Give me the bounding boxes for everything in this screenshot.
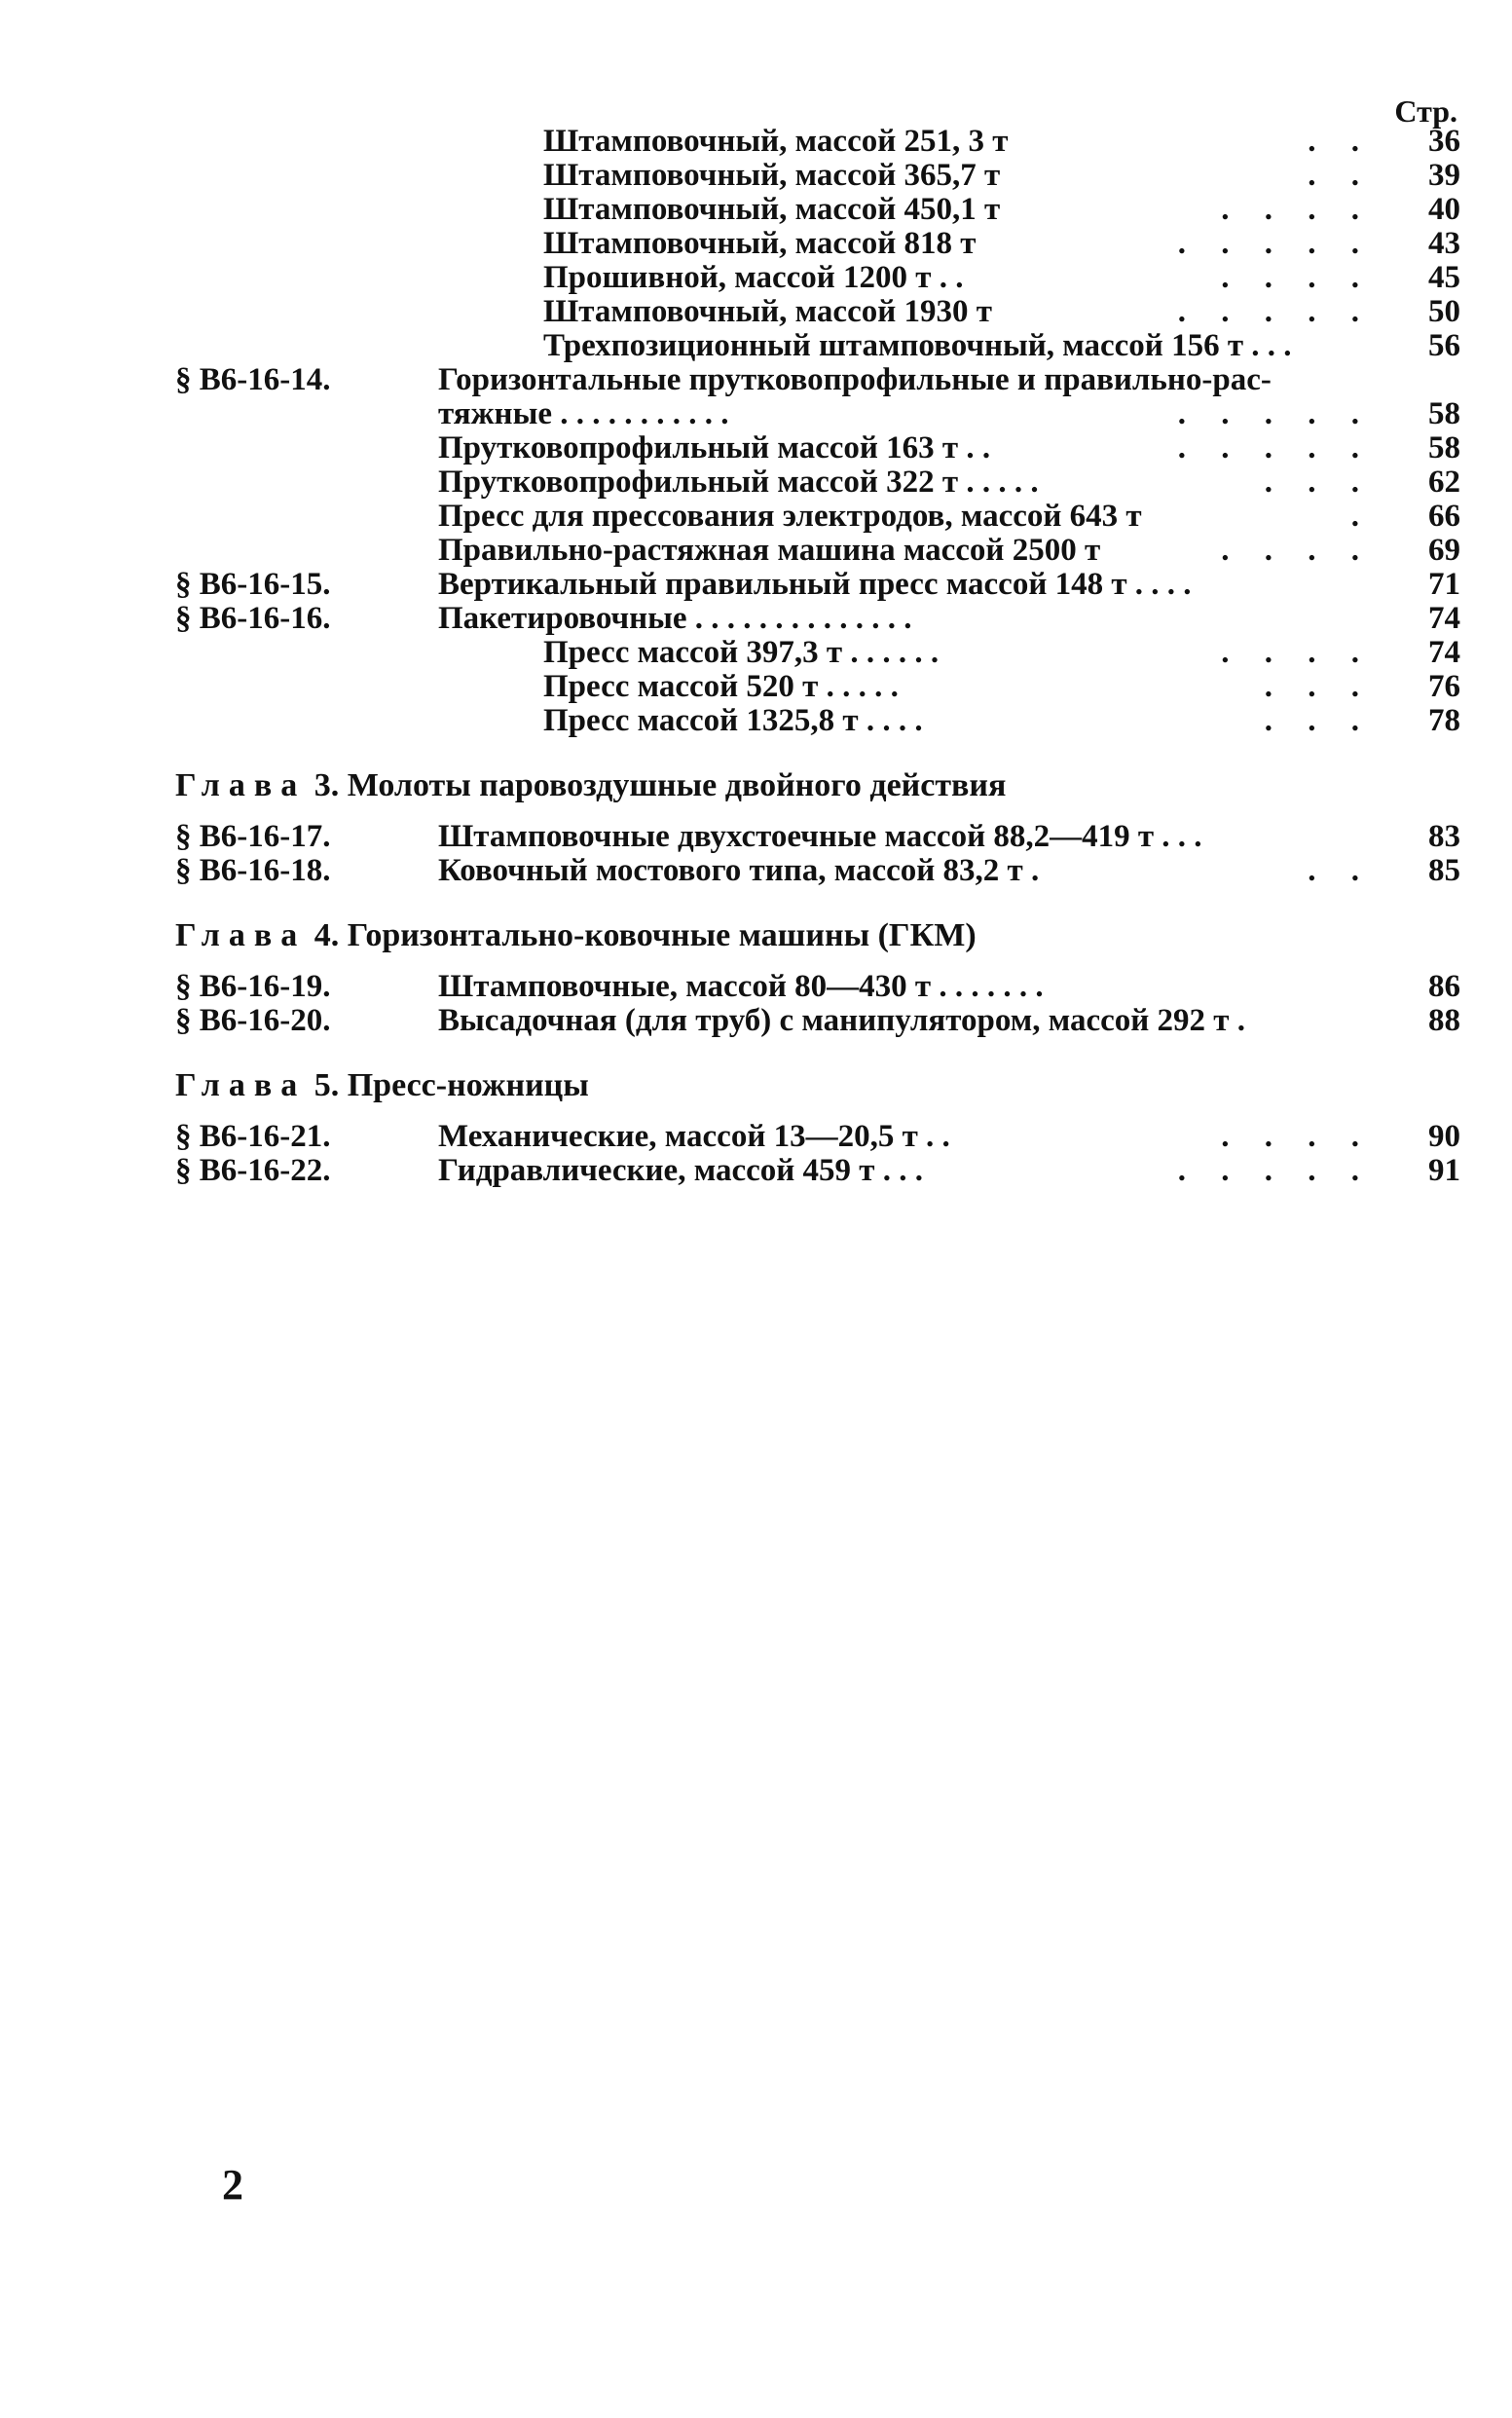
toc-section-number: § В6-16-14. (175, 362, 331, 397)
toc-page-number: 36 (1428, 124, 1460, 159)
toc-entry (175, 704, 1460, 738)
toc-leader-dots: . . . . . (1177, 1153, 1373, 1188)
toc-page-number: 58 (1428, 430, 1460, 465)
toc-entry-title: Правильно-растяжная машина массой 2500 т (438, 533, 1101, 568)
toc-page-number: 62 (1428, 465, 1460, 500)
toc-entry-title: Гидравлические, массой 459 т . . . (438, 1153, 923, 1188)
toc-entry (175, 363, 1460, 397)
toc-entry-title: Прутковопрофильный массой 163 т . . (438, 430, 991, 465)
chapter-title: 4. Горизонтально-ковочные машины (ГКМ) (313, 917, 977, 953)
toc-leader-dots: . . . (1264, 703, 1373, 738)
toc-page-number: 69 (1428, 533, 1460, 568)
toc-entry-title: Штамповочный, массой 251, 3 т (543, 124, 1009, 159)
toc-page-number: 85 (1428, 853, 1460, 888)
toc-entry (175, 568, 1460, 602)
toc-page-number: 58 (1428, 396, 1460, 431)
table-of-contents (175, 125, 1460, 1188)
toc-entry-title: Высадочная (для труб) с манипулятором, массой 292 т . (438, 1003, 1246, 1038)
toc-entry (175, 125, 1460, 159)
toc-page-number: 56 (1428, 328, 1460, 363)
toc-section-number: § В6-16-21. (175, 1119, 331, 1154)
toc-entry (175, 295, 1460, 329)
toc-entry (175, 227, 1460, 261)
toc-entry (175, 159, 1460, 193)
toc-entry-title: Механические, массой 13—20,5 т . . (438, 1119, 950, 1154)
toc-entry-title: Штамповочный, массой 818 т (543, 226, 977, 261)
toc-page-number: 74 (1428, 601, 1460, 636)
toc-entry-title: Штамповочные двухстоечные массой 88,2—419 т . . . (438, 819, 1202, 854)
chapter-heading (175, 911, 1460, 960)
toc-entry (175, 193, 1460, 227)
toc-entry (175, 1154, 1460, 1188)
toc-page-number: 39 (1428, 158, 1460, 193)
toc-entry-title: Ковочный мостового типа, массой 83,2 т . (438, 853, 1040, 888)
toc-section-number: § В6-16-19. (175, 969, 331, 1004)
toc-leader-dots: . . . . (1221, 192, 1373, 227)
toc-entry (175, 670, 1460, 704)
toc-leader-dots: . . . . . (1177, 396, 1373, 431)
toc-entry-title: Штамповочные, массой 80—430 т . . . . . . . (438, 969, 1044, 1004)
toc-entry (175, 261, 1460, 295)
toc-section-number: § В6-16-15. (175, 567, 331, 602)
toc-entry-title: Прутковопрофильный массой 322 т . . . . . (438, 465, 1039, 500)
chapter-title: 5. Пресс-ножницы (313, 1067, 589, 1103)
toc-section-number: § В6-16-16. (175, 601, 331, 636)
toc-entry (175, 500, 1460, 534)
toc-entry-title: Пресс массой 1325,8 т . . . . (543, 703, 923, 738)
toc-page-number: 40 (1428, 192, 1460, 227)
page-column-header: Стр. (1394, 93, 1457, 129)
toc-entry (175, 534, 1460, 568)
chapter-label: Глава (175, 917, 307, 953)
toc-page-number: 71 (1428, 567, 1460, 602)
toc-entry (175, 636, 1460, 670)
toc-page-number: 88 (1428, 1003, 1460, 1038)
toc-entry (175, 397, 1460, 431)
toc-entry (175, 465, 1460, 500)
toc-page-number: 43 (1428, 226, 1460, 261)
toc-entry (175, 431, 1460, 465)
toc-entry (175, 1004, 1460, 1038)
toc-page-number: 76 (1428, 669, 1460, 704)
toc-leader-dots: . (1350, 499, 1373, 534)
toc-page-number: 66 (1428, 499, 1460, 534)
toc-leader-dots: . . . . (1221, 1119, 1373, 1154)
page-number: 2 (222, 2161, 243, 2209)
toc-leader-dots: . . . . . (1177, 430, 1373, 465)
toc-page-number: 74 (1428, 635, 1460, 670)
toc-page-number: 86 (1428, 969, 1460, 1004)
toc-page-number: 78 (1428, 703, 1460, 738)
toc-leader-dots: . . . . (1221, 260, 1373, 295)
toc-page-number: 50 (1428, 294, 1460, 329)
toc-section-number: § В6-16-22. (175, 1153, 331, 1188)
toc-leader-dots: . . . . (1221, 533, 1373, 568)
toc-leader-dots: . . (1308, 158, 1373, 193)
toc-leader-dots: . . . . . (1177, 226, 1373, 261)
toc-leader-dots: . . (1308, 853, 1373, 888)
toc-block-chapter-2 (175, 125, 1460, 738)
toc-section-number: § В6-16-20. (175, 1003, 331, 1038)
toc-section-number: § В6-16-17. (175, 819, 331, 854)
chapter-heading (175, 1061, 1460, 1110)
toc-leader-dots: . . . . . (1177, 294, 1373, 329)
toc-entry-title: Пресс массой 520 т . . . . . (543, 669, 899, 704)
toc-chapters (175, 762, 1460, 1188)
toc-entry-title: тяжные . . . . . . . . . . . (438, 396, 729, 431)
toc-leader-dots: . . . . (1221, 635, 1373, 670)
toc-page-number: 83 (1428, 819, 1460, 854)
chapter-heading (175, 762, 1460, 810)
toc-entry (175, 1120, 1460, 1154)
toc-entry (175, 329, 1460, 363)
toc-entry-title: Пресс массой 397,3 т . . . . . . (543, 635, 940, 670)
toc-page-number: 90 (1428, 1119, 1460, 1154)
toc-page-number: 91 (1428, 1153, 1460, 1188)
chapter-label: Глава (175, 1067, 307, 1103)
toc-section-number: § В6-16-18. (175, 853, 331, 888)
toc-entry (175, 820, 1460, 854)
toc-entry-title: Вертикальный правильный пресс массой 148 т . . . . (438, 567, 1192, 602)
toc-entry-title: Штамповочный, массой 450,1 т (543, 192, 1001, 227)
toc-entry-title: Штамповочный, массой 365,7 т (543, 158, 1001, 193)
toc-page-number: 45 (1428, 260, 1460, 295)
toc-entry-title: Пресс для прессования электродов, массой 643 т (438, 499, 1142, 534)
toc-entry (175, 602, 1460, 636)
toc-entry-title: Трехпозиционный штамповочный, массой 156 т . . . (543, 328, 1292, 363)
chapter-label: Глава (175, 767, 307, 803)
chapter-title: 3. Молоты паровоздушные двойного действия (313, 767, 1007, 803)
toc-entry (175, 970, 1460, 1004)
toc-entry-title: Прошивной, массой 1200 т . . (543, 260, 964, 295)
toc-leader-dots: . . (1308, 124, 1373, 159)
toc-leader-dots: . . . (1264, 465, 1373, 500)
toc-entry (175, 854, 1460, 888)
toc-entry-title: Пакетировочные . . . . . . . . . . . . . . (438, 601, 912, 636)
toc-entry-title: Штамповочный, массой 1930 т (543, 294, 992, 329)
toc-leader-dots: . . . (1264, 669, 1373, 704)
toc-entry-title: Горизонтальные прутковопрофильные и правильно-рас- (438, 362, 1272, 397)
